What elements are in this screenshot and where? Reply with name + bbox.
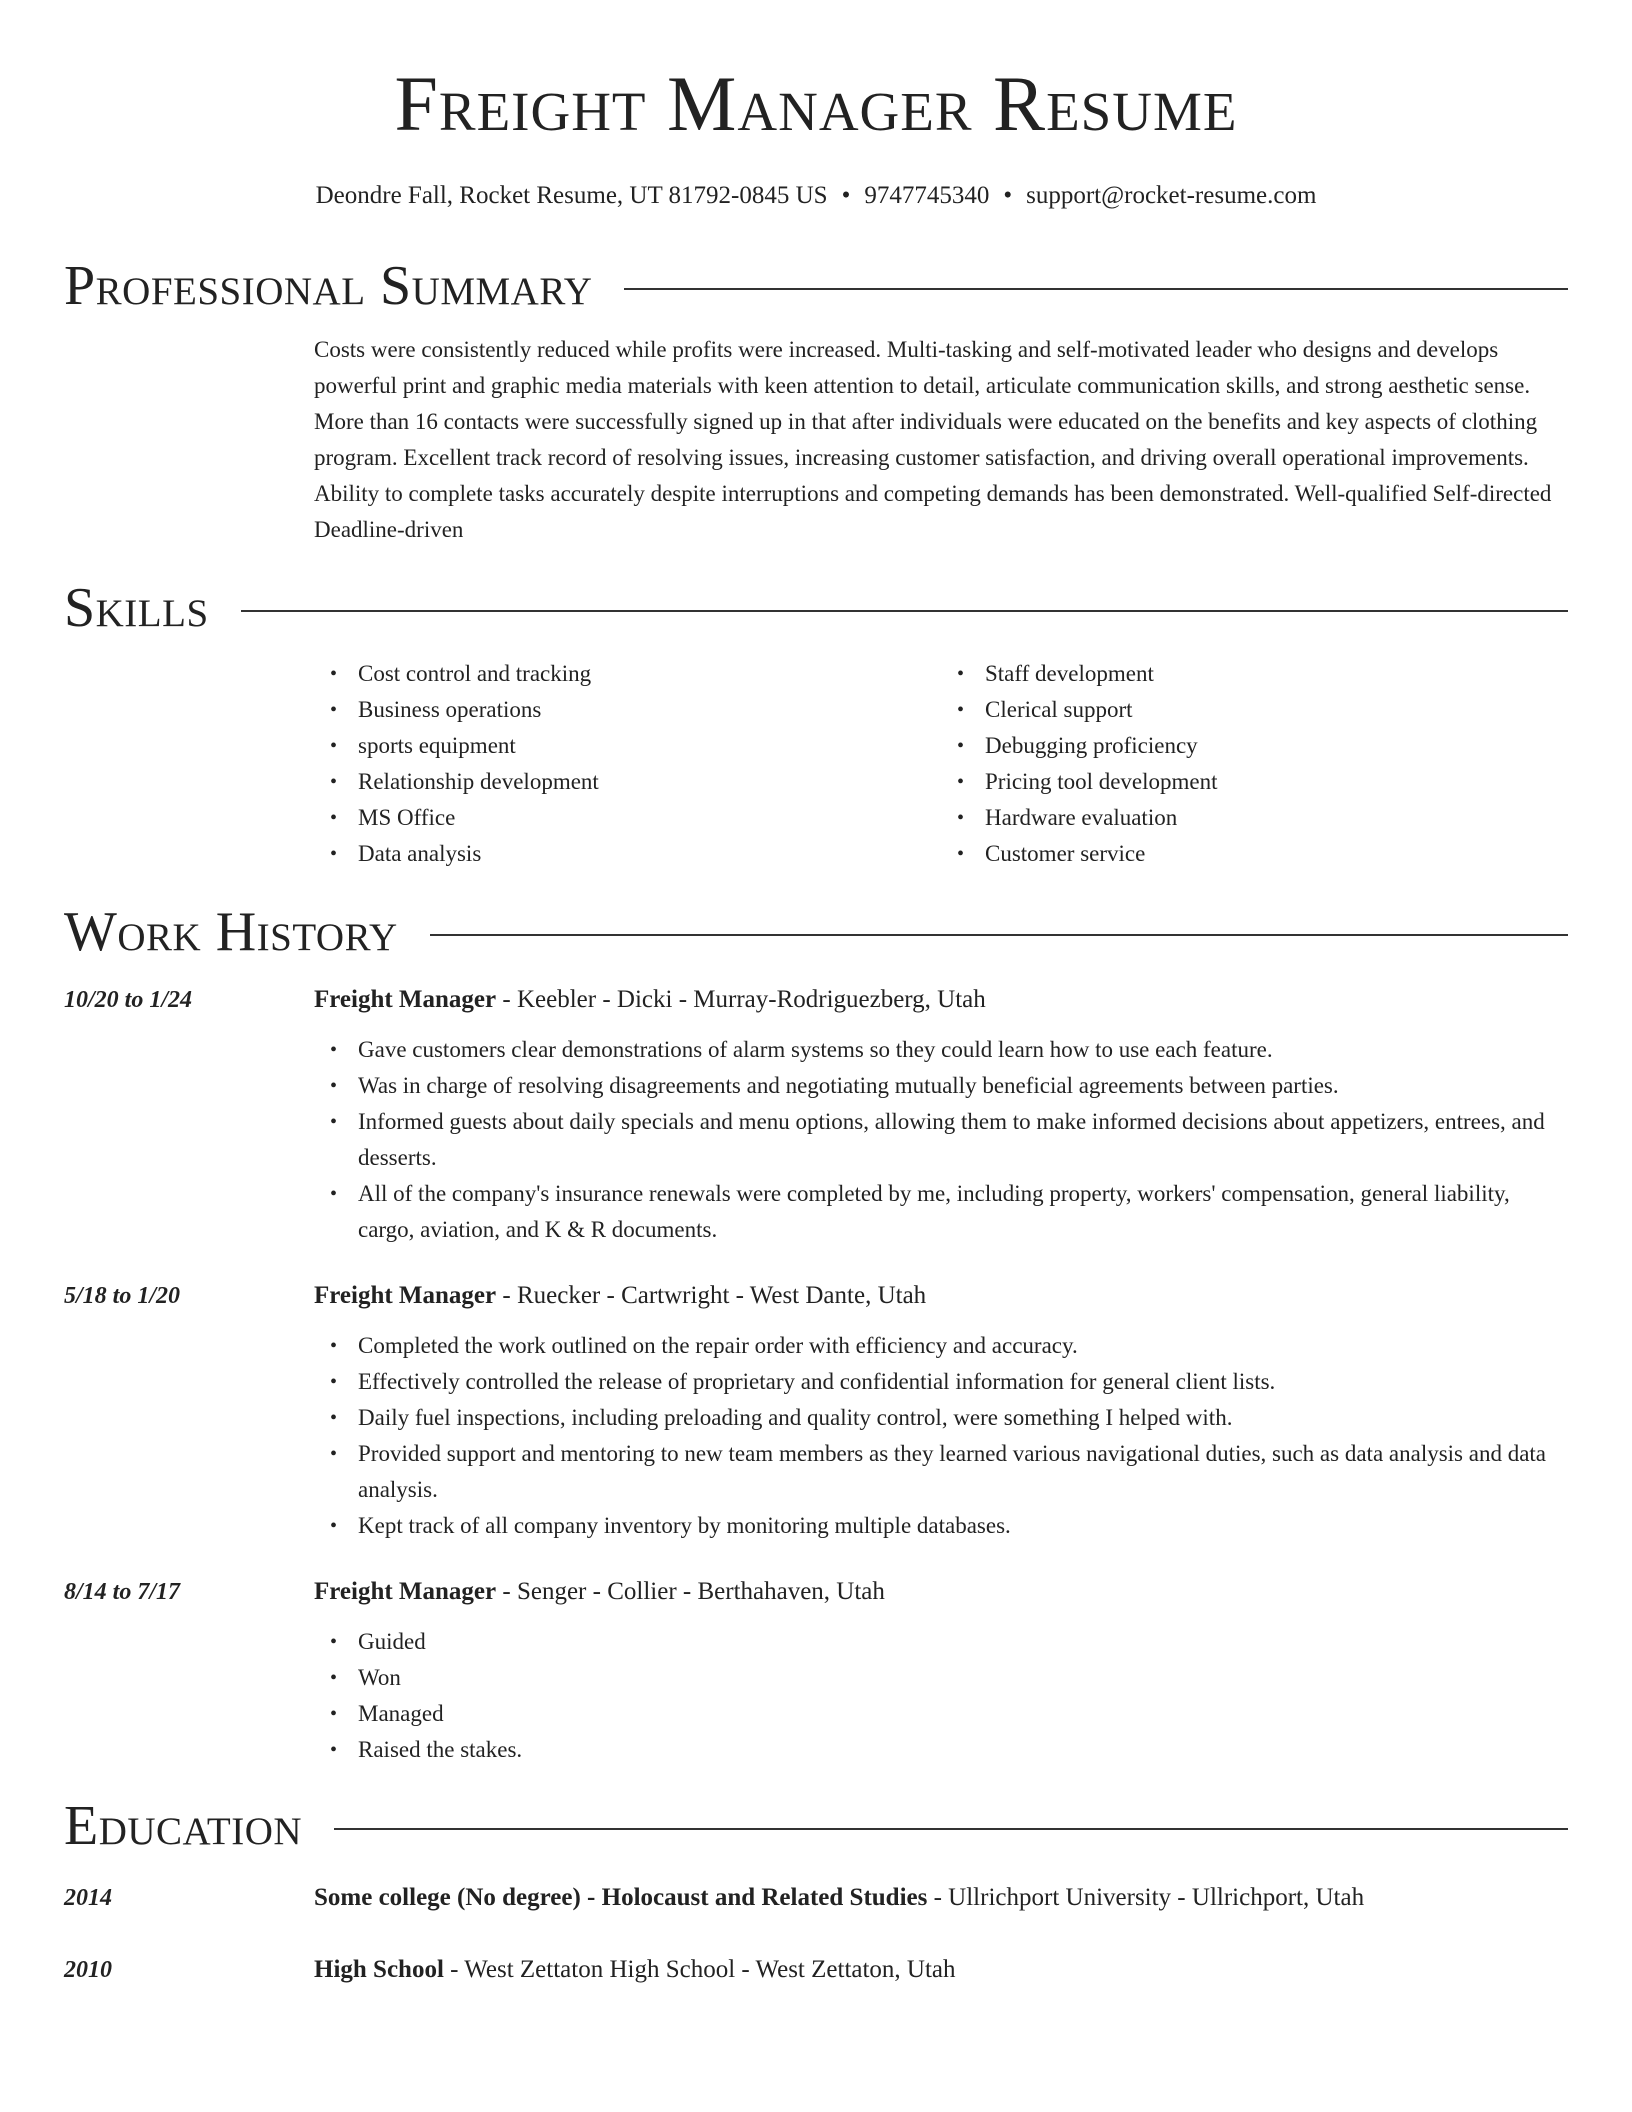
skill-item: • Relationship development bbox=[358, 764, 941, 800]
job-bullet: • Effectively controlled the release of proprietary and confidential information for general client lists. bbox=[358, 1364, 1568, 1400]
job-entry bbox=[64, 982, 1568, 1248]
job-dates: 10/20 to 1/24 bbox=[64, 987, 193, 1013]
summary-section-header bbox=[64, 254, 1568, 318]
section-divider bbox=[430, 934, 1568, 936]
job-bullet: • Was in charge of resolving disagreements and negotiating mutually beneficial agreements between parties. bbox=[358, 1068, 1568, 1104]
job-employer: - Ruecker - Cartwright - West Dante, Utah bbox=[496, 1282, 927, 1309]
contact-separator: • bbox=[1003, 182, 1013, 209]
education-year: 2010 bbox=[64, 1957, 112, 1983]
section-divider bbox=[241, 610, 1568, 612]
job-employer: - Senger - Collier - Berthahaven, Utah bbox=[496, 1578, 885, 1605]
contact-line bbox=[64, 180, 1568, 212]
job-bullet: • Kept track of all company inventory by monitoring multiple databases. bbox=[358, 1508, 1568, 1544]
skill-item: • Cost control and tracking bbox=[358, 656, 941, 692]
job-role: Freight Manager bbox=[314, 1578, 497, 1605]
education-heading: Education bbox=[64, 1795, 303, 1857]
job-bullet: • All of the company's insurance renewals were completed by me, including property, workers' compensation, general liability, cargo, aviation, and K & R documents. bbox=[358, 1176, 1568, 1248]
skill-item: • Pricing tool development bbox=[985, 764, 1568, 800]
job-bullet: • Raised the stakes. bbox=[358, 1732, 1568, 1768]
contact-phone: 9747745340 bbox=[864, 182, 990, 209]
job-role: Freight Manager bbox=[314, 1282, 497, 1309]
job-bullet: • Gave customers clear demonstrations of alarm systems so they could learn how to use each feature. bbox=[358, 1032, 1568, 1068]
education-degree: High School bbox=[314, 1956, 444, 1983]
skill-item: • Clerical support bbox=[985, 692, 1568, 728]
job-bullets bbox=[314, 1032, 1568, 1248]
skill-item: • Customer service bbox=[985, 836, 1568, 872]
job-title-line bbox=[314, 982, 1568, 1018]
skills-section-header bbox=[64, 576, 1568, 640]
education-entry bbox=[64, 1952, 1568, 1988]
education-school: - West Zettaton High School - West Zettaton, Utah bbox=[443, 1956, 956, 1983]
skills-grid bbox=[314, 656, 1568, 872]
skills-heading: Skills bbox=[64, 577, 209, 639]
contact-separator: • bbox=[841, 182, 851, 209]
job-role: Freight Manager bbox=[314, 986, 497, 1013]
section-divider bbox=[624, 288, 1568, 290]
contact-address: Deondre Fall, Rocket Resume, UT 81792-0845 US bbox=[315, 182, 828, 209]
skill-item: • Data analysis bbox=[358, 836, 941, 872]
skill-item: • Hardware evaluation bbox=[985, 800, 1568, 836]
job-title-line bbox=[314, 1278, 1568, 1314]
work-heading: Work History bbox=[64, 901, 398, 963]
skill-item: • Staff development bbox=[985, 656, 1568, 692]
section-divider bbox=[334, 1828, 1568, 1830]
job-title-line bbox=[314, 1574, 1568, 1610]
summary-heading: Professional Summary bbox=[64, 255, 593, 317]
job-bullet: • Provided support and mentoring to new team members as they learned various navigational duties, such as data analysis and data analysis. bbox=[358, 1436, 1568, 1508]
education-school: - Ullrichport University - Ullrichport, Utah bbox=[927, 1884, 1365, 1911]
job-entry bbox=[64, 1574, 1568, 1768]
job-dates: 5/18 to 1/20 bbox=[64, 1283, 181, 1309]
education-body bbox=[314, 1880, 1364, 1916]
job-bullets bbox=[314, 1328, 1568, 1544]
job-bullet: • Informed guests about daily specials and menu options, allowing them to make informed decisions about appetizers, entrees, and desserts. bbox=[358, 1104, 1568, 1176]
job-bullet: • Completed the work outlined on the repair order with efficiency and accuracy. bbox=[358, 1328, 1568, 1364]
skill-item: • Debugging proficiency bbox=[985, 728, 1568, 764]
job-employer: - Keebler - Dicki - Murray-Rodriguezberg, Utah bbox=[496, 986, 986, 1013]
job-bullet: • Managed bbox=[358, 1696, 1568, 1732]
job-body bbox=[314, 1278, 1568, 1544]
education-degree: Some college (No degree) - Holocaust and Related Studies bbox=[314, 1884, 928, 1911]
job-dates: 8/14 to 7/17 bbox=[64, 1579, 181, 1605]
skill-item: • sports equipment bbox=[358, 728, 941, 764]
job-bullet: • Daily fuel inspections, including preloading and quality control, were something I helped with. bbox=[358, 1400, 1568, 1436]
education-body bbox=[314, 1952, 956, 1988]
skill-item: • MS Office bbox=[358, 800, 941, 836]
job-body bbox=[314, 1574, 1568, 1768]
job-bullet: • Won bbox=[358, 1660, 1568, 1696]
summary-text: Costs were consistently reduced while profits were increased. Multi-tasking and self-motivated leader who designs and develops powerful print and graphic media materials with keen attention to detail, articulate communication skills, and strong aesthetic sense. More than 16 contacts were successfully signed up in that after individuals were educated on the benefits and key aspects of clothing program. Excellent track record of resolving issues, increasing customer satisfaction, and driving overall operational improvements. Ability to complete tasks accurately despite interruptions and competing demands has been demonstrated. Well-qualified Self-directed Deadline-driven bbox=[314, 337, 1552, 542]
skills-list-left bbox=[314, 656, 941, 872]
education-year: 2014 bbox=[64, 1885, 112, 1911]
work-section-header bbox=[64, 900, 1568, 964]
skills-list-right bbox=[941, 656, 1568, 872]
job-body bbox=[314, 982, 1568, 1248]
job-bullet: • Guided bbox=[358, 1624, 1568, 1660]
resume-title: Freight Manager Resume bbox=[394, 60, 1238, 147]
job-bullets bbox=[314, 1624, 1568, 1768]
education-entry bbox=[64, 1880, 1568, 1916]
job-entry bbox=[64, 1278, 1568, 1544]
contact-email: support@rocket-resume.com bbox=[1026, 182, 1317, 209]
skill-item: • Business operations bbox=[358, 692, 941, 728]
education-section-header bbox=[64, 1794, 1568, 1858]
